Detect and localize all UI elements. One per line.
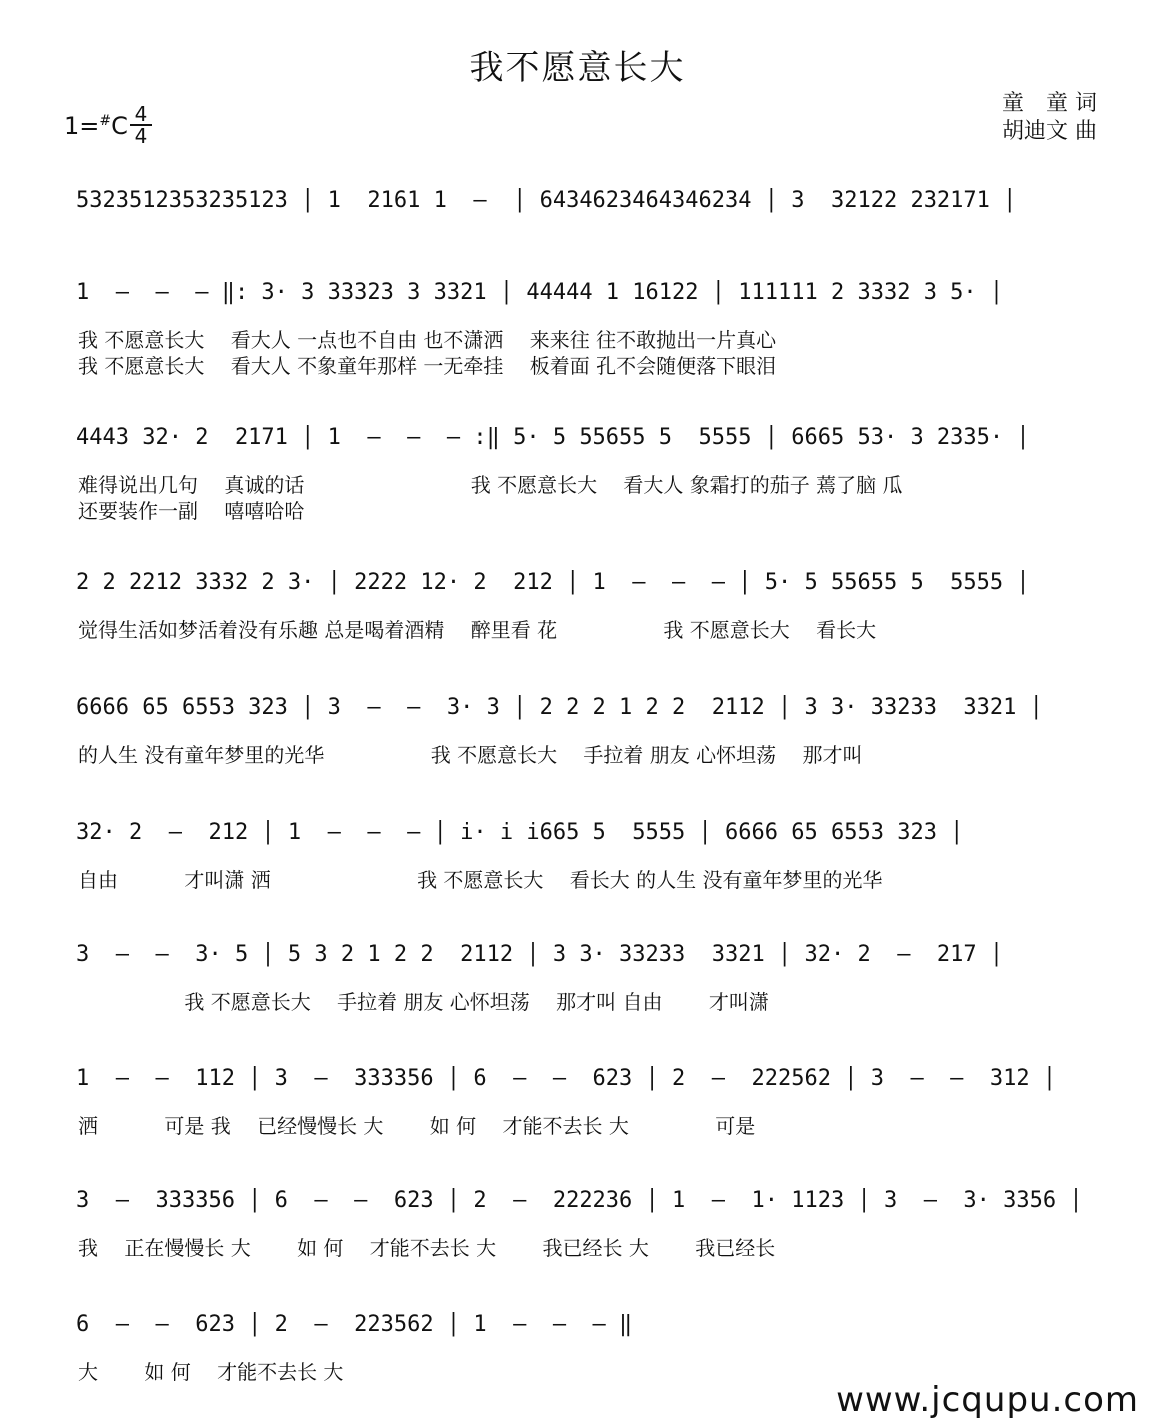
credits (1002, 90, 1097, 146)
key-signature (64, 112, 128, 140)
lyric-line: 我 不愿意长大 看大人 不象童年那样 一无牵挂 板着面 孔不会随便落下眼泪 (78, 354, 777, 378)
lyric-line: 的人生 没有童年梦里的光华 我 不愿意长大 手拉着 朋友 心怀坦荡 那才叫 (78, 743, 863, 767)
lyricist-credit: 童 童 词 (1002, 91, 1097, 116)
composer-credit: 胡迪文 曲 (1002, 119, 1097, 144)
lyric-line: 洒 可是 我 已经慢慢长 大 如 何 才能不去长 大 可是 (78, 1114, 756, 1138)
song-title: 我不愿意长大 (469, 48, 686, 88)
time-signature (130, 104, 152, 146)
notation-line: 3 — 333356 │ 6 — — 623 │ 2 — 222236 │ 1 — 1· 1123 │ 3 — 3· 3356 │ (76, 1188, 1083, 1213)
key-prefix: 1= (64, 112, 100, 140)
time-signature-bottom: 4 (134, 124, 148, 148)
notation-line: 32· 2 — 212 │ 1 — — — │ i· i i665 5 5555 │ 6666 65 6553 323 │ (76, 820, 964, 845)
notation-line: 5323512353235123 │ 1 2161 1 — │ 6434623464346234 │ 3 32122 232171 │ (76, 188, 1017, 213)
lyric-line: 大 如 何 才能不去长 大 (78, 1360, 344, 1384)
notation-line: 1 — — 112 │ 3 — 333356 │ 6 — — 623 │ 2 — 222562 │ 3 — — 312 │ (76, 1066, 1057, 1091)
key-tonic: C (111, 112, 128, 140)
watermark: www.jcqupu.com (836, 1380, 1139, 1420)
notation-line: 3 — — 3· 5 │ 5 3 2 1 2 2 2112 │ 3 3· 33233 3321 │ 32· 2 — 217 │ (76, 942, 1004, 967)
lyric-line: 自由 才叫潇 洒 我 不愿意长大 看长大 的人生 没有童年梦里的光华 (78, 868, 883, 892)
lyric-line: 觉得生活如梦活着没有乐趣 总是喝着酒精 醉里看 花 我 不愿意长大 看长大 (78, 618, 877, 642)
notation-line: 6 — — 623 │ 2 — 223562 │ 1 — — — ‖ (76, 1312, 633, 1337)
notation-line: 4443 32· 2 2171 │ 1 — — — :‖ 5· 5 55655 5 5555 │ 6665 53· 3 2335· │ (76, 425, 1030, 450)
lyric-line: 我 不愿意长大 看大人 一点也不自由 也不潇洒 来来往 往不敢抛出一片真心 (78, 328, 777, 352)
lyric-line: 我 不愿意长大 手拉着 朋友 心怀坦荡 那才叫 自由 才叫潇 (78, 990, 769, 1014)
lyric-line: 我 正在慢慢长 大 如 何 才能不去长 大 我已经长 大 我已经长 (78, 1236, 776, 1260)
sharp-symbol: # (99, 113, 112, 129)
notation-line: 2 2 2212 3332 2 3· │ 2222 12· 2 212 │ 1 — — — │ 5· 5 55655 5 5555 │ (76, 570, 1030, 595)
notation-line: 1 — — — ‖: 3· 3 33323 3 3321 │ 44444 1 16122 │ 111111 2 3332 3 5· │ (76, 280, 1004, 305)
lyric-line: 还要装作一副 嘻嘻哈哈 (78, 499, 305, 523)
notation-line: 6666 65 6553 323 │ 3 — — 3· 3 │ 2 2 2 1 2 2 2112 │ 3 3· 33233 3321 │ (76, 695, 1043, 720)
time-signature-top: 4 (130, 104, 152, 126)
lyric-line: 难得说出几句 真诚的话 我 不愿意长大 看大人 象霜打的茄子 蔫了脑 瓜 (78, 473, 903, 497)
